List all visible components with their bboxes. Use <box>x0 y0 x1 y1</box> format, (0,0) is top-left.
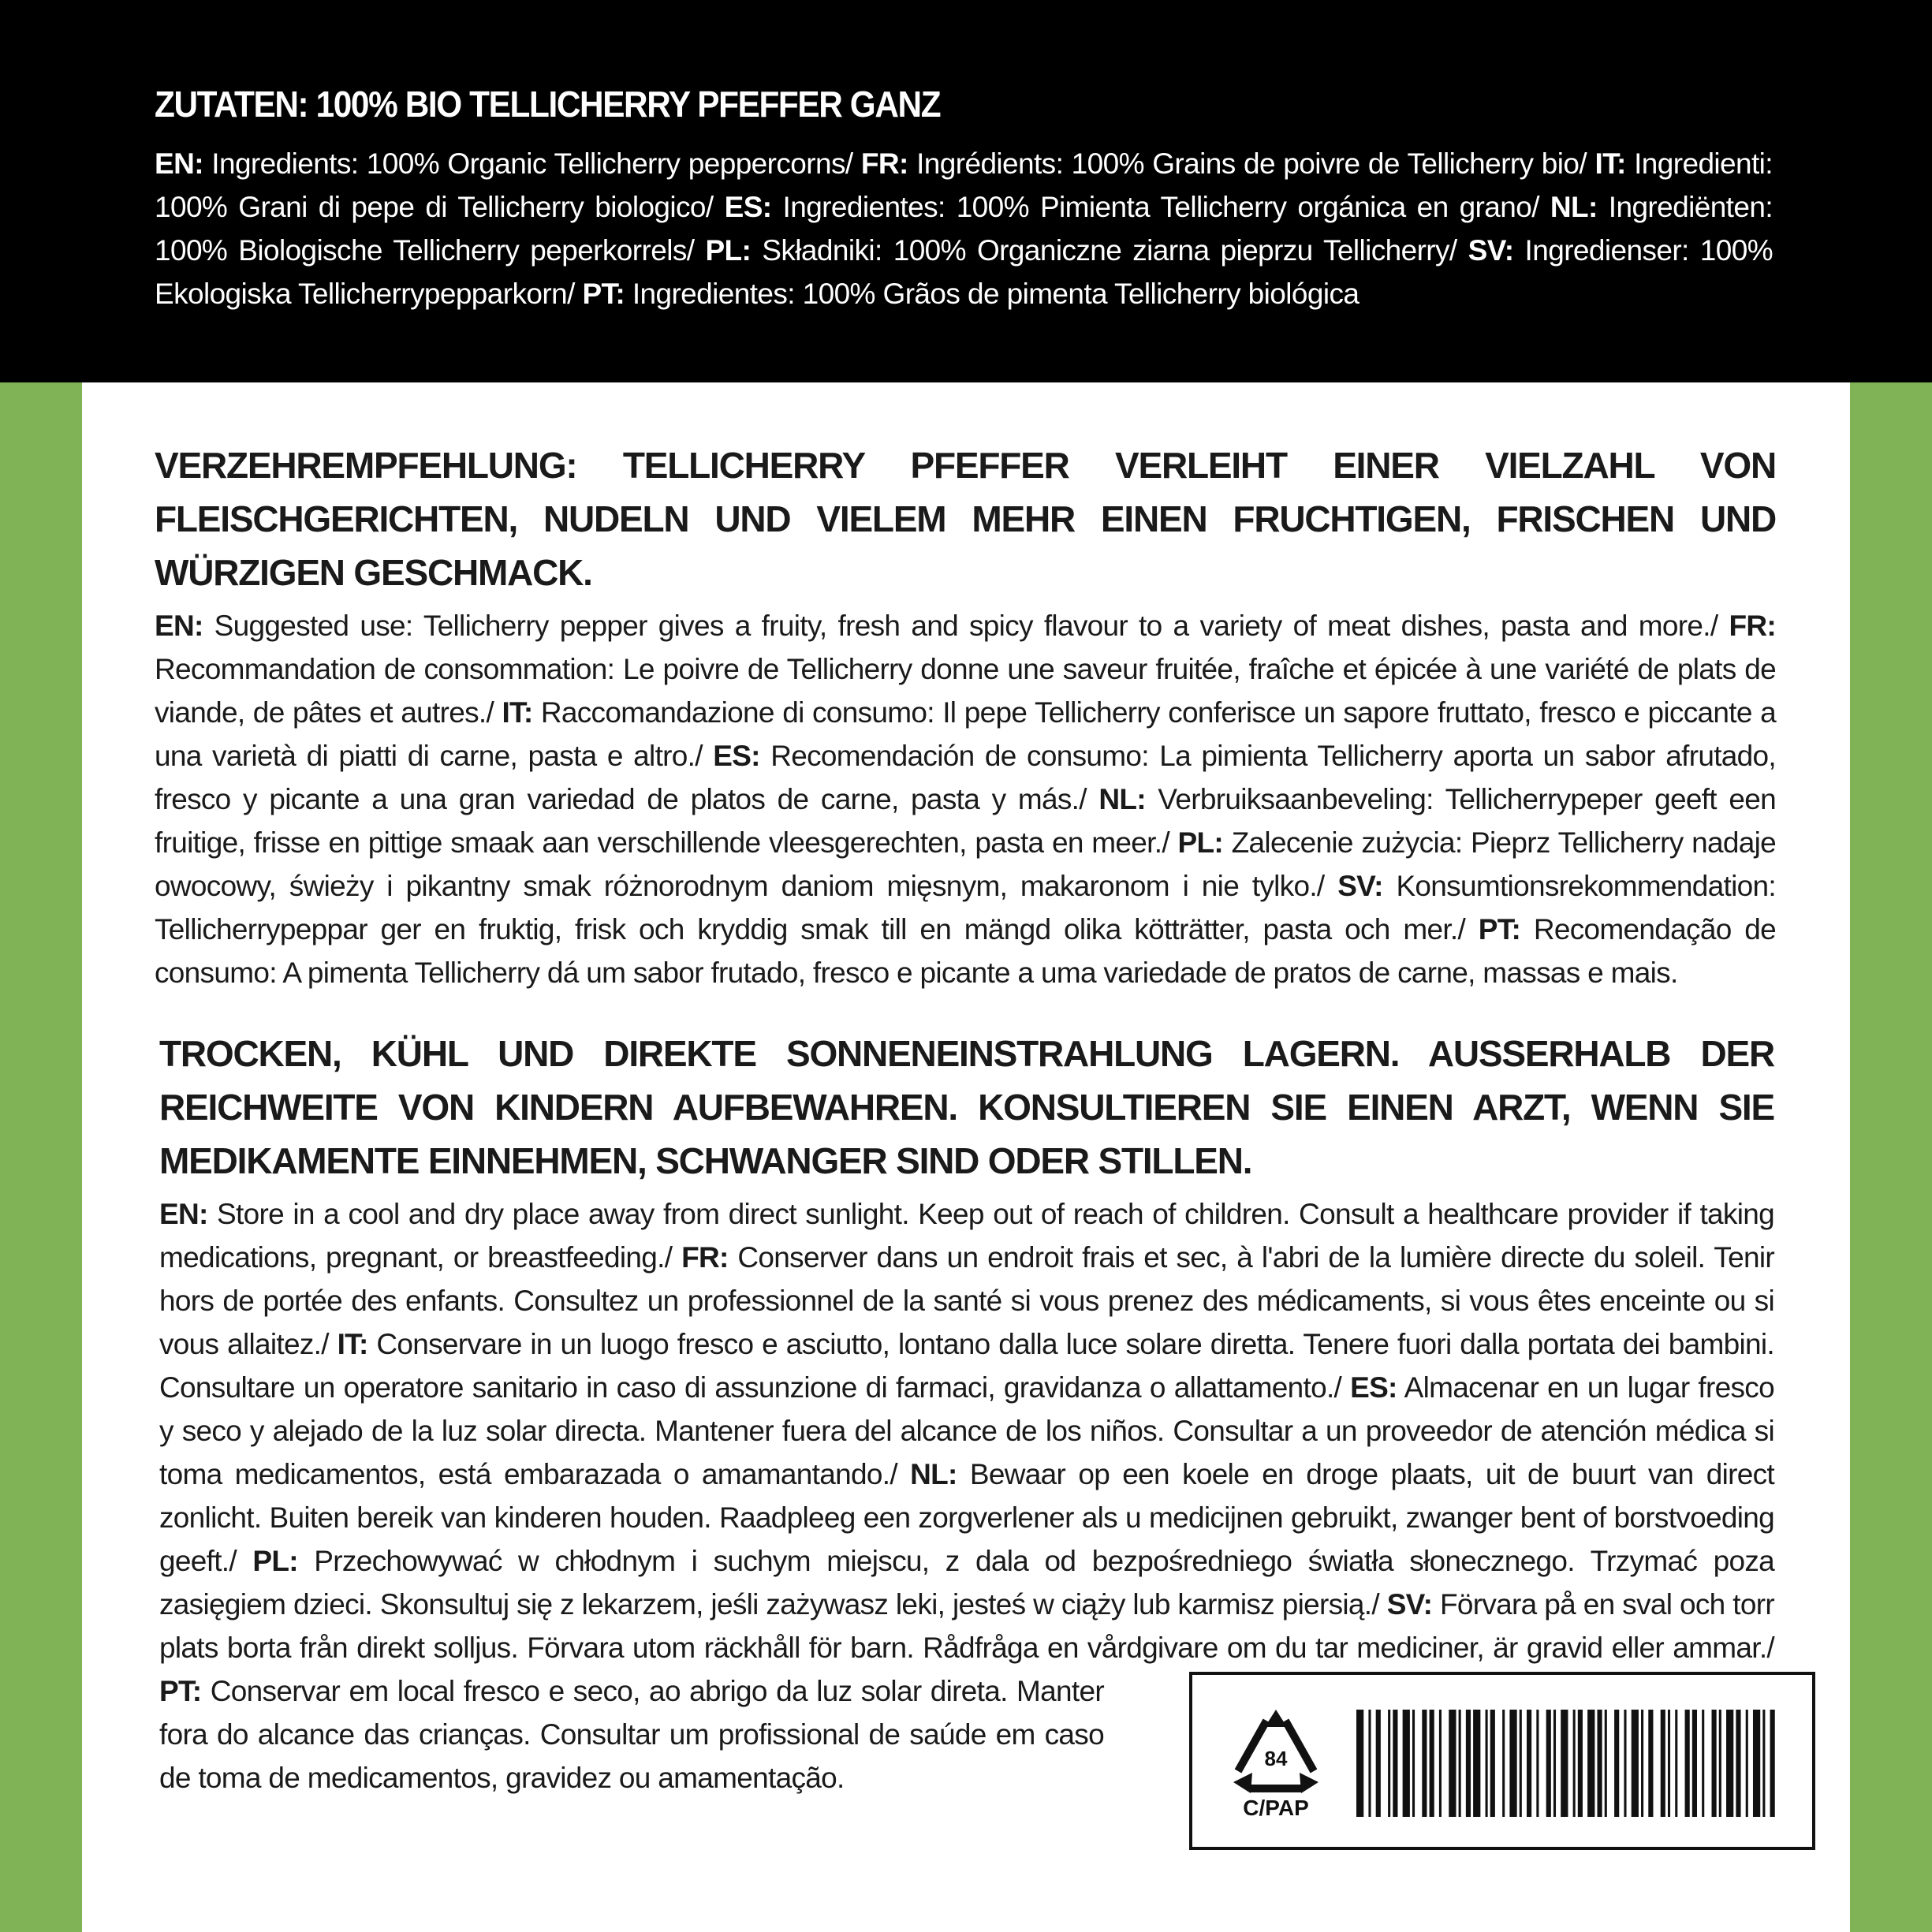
translation-text: Recomendación de consumo: La pimienta Tellicherry aporta un sabor afrutado, fresco y picante a una gran variedad de platos de carne, pasta y más./ <box>155 740 1777 815</box>
translation-text: Recommandation de consommation: Le poivre de Tellicherry donne une saveur fruitée, fraîche et épicée à une variété de plats de viande, de pâtes et autres./ <box>155 653 1776 729</box>
recycling-code: 84 <box>1264 1747 1288 1770</box>
barcode-bar <box>1753 1710 1760 1817</box>
translation-text: Ingredienser: 100% Ekologiska Tellicherrypepparkorn/ <box>155 234 1773 310</box>
green-side-stripe-left <box>0 382 82 1932</box>
language-code: SV: <box>1468 234 1514 267</box>
barcode-bar <box>1605 1710 1607 1817</box>
barcode-bar <box>1770 1710 1775 1817</box>
language-code: FR: <box>681 1241 729 1274</box>
language-code: NL: <box>1550 191 1598 223</box>
barcode-bar <box>1675 1710 1677 1817</box>
language-code: SV: <box>1337 870 1383 902</box>
barcode-bar <box>1486 1710 1488 1817</box>
translation-text: Conservar em local fresco e seco, ao abrigo da luz solar direta. Manter fora do alcance das crianças. Consultar um profissional de saúde em caso de toma de medicamentos, gravidez ou amamentação. <box>159 1675 1104 1794</box>
language-code: PL: <box>252 1545 298 1577</box>
translation-text: Verbruiksaanbeveling: Tellicherrypeper geeft een fruitige, frisse en pittige smaak aan verschillende vleesgerechten, pasta en meer./ <box>155 783 1776 859</box>
barcode-bar <box>1527 1710 1531 1817</box>
barcode-bar <box>1546 1710 1551 1817</box>
barcode-bar <box>1661 1710 1665 1817</box>
ingredients-section <box>155 79 1773 315</box>
barcode-bar <box>1430 1710 1434 1817</box>
barcode-bar <box>1449 1710 1456 1817</box>
barcode-bar <box>1466 1710 1471 1817</box>
translation-text: Conserver dans un endroit frais et sec, à l'abri de la lumière directe du soleil. Tenir hors de portée des enfants. Consultez un professionnel de la santé si vous prenez des médicaments, si vous êtes enceinte ou si vous allaitez./ <box>159 1241 1774 1360</box>
storage-heading: TROCKEN, KÜHL UND DIREKTE SONNENEINSTRAHLUNG LAGERN. AUSSERHALB DER REICHWEITE VON KINDERN AUFBEWAHREN. KONSULTIEREN SIE EINEN ARZT, WENN SIE MEDIKAMENTE EINNEHMEN, SCHWANGER SIND ODER STILLEN. <box>159 1033 1774 1181</box>
usage-translations <box>155 604 1776 994</box>
barcode-bar <box>1490 1710 1495 1817</box>
translation-text: Raccomandazione di consumo: Il pepe Tellicherry conferisce un sapore fruttato, fresco e piccante a una varietà di piatti di carne, pasta e altro./ <box>155 696 1776 772</box>
barcode-bar <box>1356 1710 1363 1817</box>
ingredients-heading: ZUTATEN: 100% BIO TELLICHERRY PFEFFER GANZ <box>155 84 941 125</box>
barcode-icon <box>1356 1710 1782 1817</box>
language-code: EN: <box>159 1198 208 1230</box>
translation-text: Ingredientes: 100% Pimienta Tellicherry orgánica en grano/ <box>771 191 1550 223</box>
barcode-bar <box>1648 1710 1653 1817</box>
barcode-bar <box>1368 1710 1371 1817</box>
barcode-bar <box>1439 1710 1442 1817</box>
barcode-bar <box>1412 1710 1415 1817</box>
barcode-bar <box>1736 1710 1740 1817</box>
translation-text: Ingrediënten: 100% Biologische Tellicherry peperkorrels/ <box>155 191 1773 267</box>
language-code: PT: <box>1478 913 1521 945</box>
translation-text: Ingredientes: 100% Grãos de pimenta Tellicherry biológica <box>625 278 1359 310</box>
language-code: FR: <box>860 147 908 180</box>
barcode-bar <box>1624 1710 1626 1817</box>
barcode-bar <box>1597 1710 1602 1817</box>
translation-text: Almacenar en un lugar fresco y seco y alejado de la luz solar directa. Mantener fuera del alcance de los niños. Consultar a un proveedor de atención médica si toma medicamentos, está embarazada o amamantando./ <box>159 1371 1774 1490</box>
language-code: NL: <box>910 1458 957 1490</box>
language-code: ES: <box>1350 1371 1397 1404</box>
language-code: SV: <box>1386 1588 1433 1621</box>
ingredients-translations <box>155 142 1773 315</box>
translation-text: Ingrédients: 100% Grains de poivre de Tellicherry bio/ <box>908 147 1595 180</box>
translation-text: Store in a cool and dry place away from direct sunlight. Keep out of reach of children. Consult a healthcare provider if taking medications, pregnant, or breastfeeding./ <box>159 1198 1774 1274</box>
barcode-bar <box>1632 1710 1639 1817</box>
translation-text: Konsumtionsrekommendation: Tellicherrypeppar ger en fruktig, frisk och kryddig smak till en mängd olika kötträtter, pasta och mer./ <box>155 870 1776 945</box>
ingredients-band <box>0 0 1932 382</box>
barcode-bar <box>1726 1710 1733 1817</box>
usage-section <box>155 438 1776 994</box>
barcode-bar <box>1702 1710 1704 1817</box>
barcode-bar <box>1614 1710 1619 1817</box>
translation-text: Ingredients: 100% Organic Tellicherry peppercorns/ <box>203 147 861 180</box>
barcode-bar <box>1668 1710 1670 1817</box>
barcode-bar <box>1685 1710 1690 1817</box>
barcode-bar <box>1502 1710 1505 1817</box>
barcode-bar <box>1473 1710 1480 1817</box>
translation-text: Ingredienti: 100% Grani di pepe di Tellicherry biologico/ <box>155 147 1773 223</box>
translation-text: Zalecenie zużycia: Pieprz Tellicherry nadaje owocowy, świeży i pikantny smak różnorodnym daniom mięsnym, makaronom i nie tylko./ <box>155 826 1776 902</box>
barcode-bar <box>1746 1710 1748 1817</box>
language-code: PL: <box>1177 826 1224 859</box>
language-code: FR: <box>1729 610 1776 642</box>
barcode-bar <box>1553 1710 1556 1817</box>
packaging-info-box <box>1189 1672 1815 1850</box>
barcode-bar <box>1376 1710 1381 1817</box>
translation-text: Förvara på en sval och torr plats borta från direkt solljus. Förvara utom räckhåll för barn. Rådfråga en vårdgivare om du tar mediciner, är gravid eller ammar./ <box>159 1588 1774 1664</box>
barcode-bar <box>1712 1710 1717 1817</box>
barcode-bar <box>1536 1710 1539 1817</box>
barcode-bar <box>1719 1710 1721 1817</box>
barcode-bar <box>1422 1710 1427 1817</box>
storage-section <box>159 1027 1774 1932</box>
language-code: IT: <box>337 1328 368 1360</box>
language-code: PL: <box>705 234 752 267</box>
language-code: EN: <box>155 610 203 642</box>
translation-text: Przechowywać w chłodnym i suchym miejscu, z dala od bezpośredniego światła słonecznego. Trzymać poza zasięgiem dzieci. Skonsultuj się z lekarzem, jeśli zażywasz leki, jesteś w ciąży lub karmisz piersią./ <box>159 1545 1774 1621</box>
translation-text: Suggested use: Tellicherry pepper gives a fruity, fresh and spicy flavour to a variety of meat dishes, pasta and more./ <box>203 610 1729 642</box>
translation-text: Bewaar op een koele en droge plaats, uit de buurt van direct zonlicht. Buiten bereik van kinderen houden. Raadpleeg een zorgverlener als u medicijnen gebruikt, zwanger bent of borstvoeding geeft./ <box>159 1458 1774 1577</box>
language-code: ES: <box>713 740 760 772</box>
barcode-bar <box>1692 1710 1697 1817</box>
recycling-material: C/PAP <box>1243 1796 1309 1820</box>
language-code: IT: <box>1594 147 1626 180</box>
language-code: EN: <box>155 147 203 180</box>
barcode-bar <box>1403 1710 1410 1817</box>
language-code: PT: <box>159 1675 202 1707</box>
barcode-bar <box>1641 1710 1643 1817</box>
barcode-bar <box>1762 1710 1765 1817</box>
language-code: IT: <box>502 696 533 729</box>
barcode-bar <box>1388 1710 1390 1817</box>
usage-heading: VERZEHREMPFEHLUNG: TELLICHERRY PFEFFER VERLEIHT EINER VIELZAHL VON FLEISCHGERICHTEN, NUDELN UND VIELEM MEHR EINEN FRUCHTIGEN, FRISCHEN UND WÜRZIGEN GESCHMACK. <box>155 445 1776 593</box>
barcode-bar <box>1573 1710 1576 1817</box>
barcode-bar <box>1509 1710 1516 1817</box>
translation-text: Składniki: 100% Organiczne ziarna pieprzu Tellicherry/ <box>751 234 1468 267</box>
barcode-bar <box>1587 1710 1594 1817</box>
green-side-stripe-right <box>1850 382 1932 1932</box>
barcode-bar <box>1561 1710 1568 1817</box>
language-code: ES: <box>724 191 772 223</box>
barcode-bar <box>1520 1710 1522 1817</box>
language-code: NL: <box>1098 783 1146 815</box>
language-code: PT: <box>582 278 625 310</box>
translation-text: Recomendação de consumo: A pimenta Tellicherry dá um sabor frutado, fresco e picante a uma variedade de pratos de carne, massas e mais. <box>155 913 1776 989</box>
translation-text: Conservare in un luogo fresco e asciutto, lontano dalla luce solare diretta. Tenere fuori dalla portata dei bambini. Consultare un operatore sanitario in caso di assunzione di farmaci, gravidanza o allattamento./ <box>159 1328 1775 1404</box>
barcode-bar <box>1578 1710 1583 1817</box>
barcode-bar <box>1393 1710 1397 1817</box>
barcode-bar <box>1459 1710 1461 1817</box>
